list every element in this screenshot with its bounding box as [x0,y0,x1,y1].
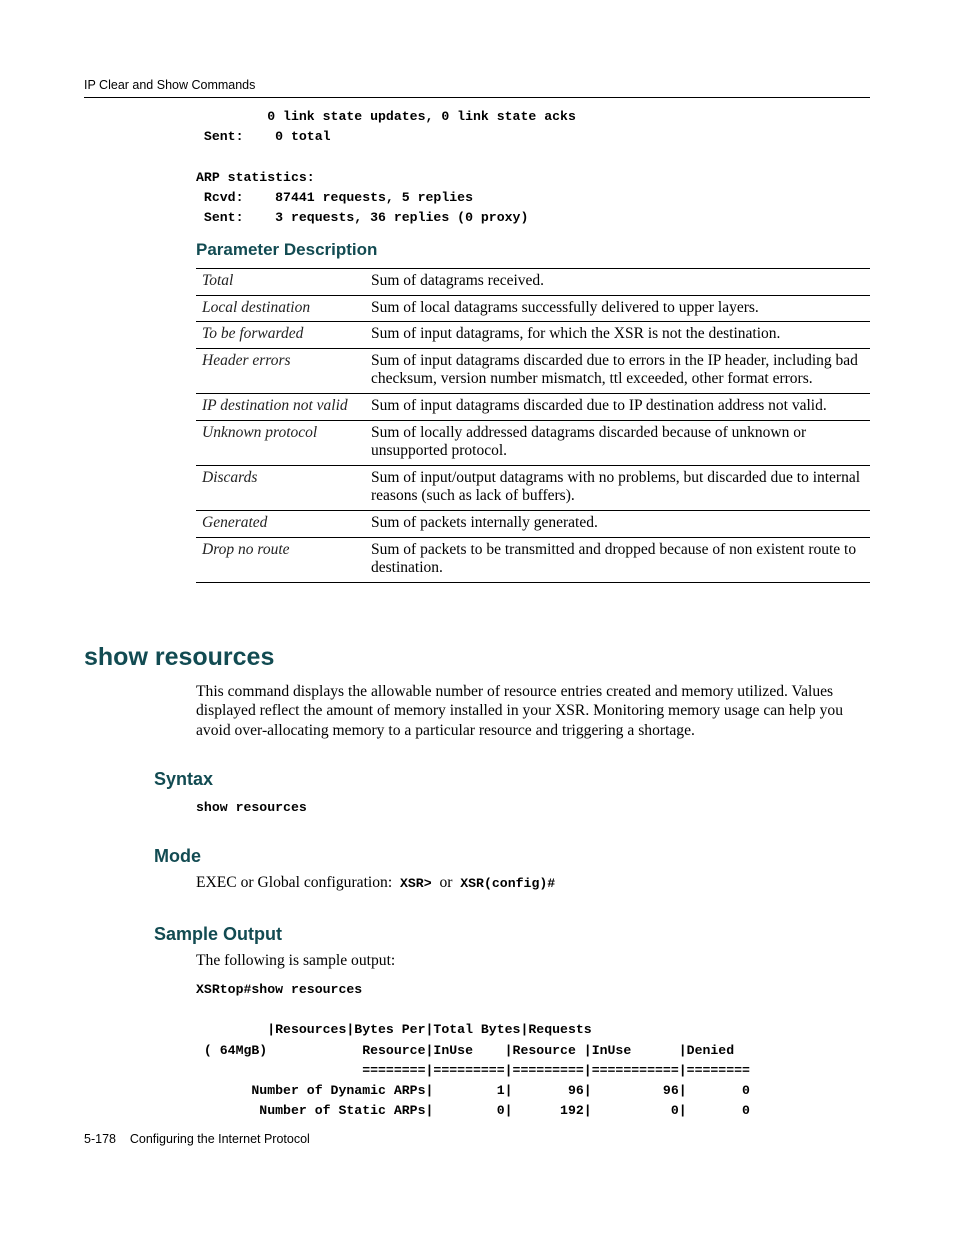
parameter-description-heading: Parameter Description [196,240,378,259]
parameter-description: Sum of input/output datagrams with no problems, but discarded due to internal reasons (such as lack of buffers). [365,465,870,510]
parameter-name: Total [202,272,234,289]
running-header: IP Clear and Show Commands [84,78,256,92]
syntax-heading: Syntax [154,769,214,789]
parameter-description: Sum of input datagrams, for which the XSR is not the destination. [365,322,870,349]
mode-prompt-config: XSR(config)# [460,876,556,891]
mode-or: or [439,874,453,891]
footer-text: 5-178 Configuring the Internet Protocol [84,1132,310,1146]
syntax-code: show resources [196,800,307,815]
table-row [196,322,870,349]
mode-description: EXEC or Global configuration: [196,874,393,891]
table-row [196,465,870,510]
table-row [196,393,870,420]
sample-output-heading: Sample Output [154,924,283,944]
parameter-description: Sum of packets internally generated. [365,510,870,537]
parameter-name: Drop no route [196,537,365,582]
sample-output-intro: The following is sample output: [196,952,396,969]
section-title: show resources [84,643,275,671]
mode-heading: Mode [154,846,201,866]
parameter-name: Local destination [196,295,365,322]
page-footer [84,1132,310,1146]
parameter-name: Generated [196,510,365,537]
parameter-description: Sum of input datagrams discarded due to errors in the IP header, including bad checksum, version number mismatch, ttl exceeded, other format errors. [365,348,870,393]
parameter-description: Sum of input datagrams discarded due to IP destination address not valid. [365,393,870,420]
table-row [196,510,870,537]
table-row [196,269,870,296]
parameter-description: Sum of local datagrams successfully delivered to upper layers. [365,295,870,322]
table-row [196,537,870,582]
table-row [196,295,870,322]
parameter-description: Sum of datagrams received. [371,272,545,289]
table-row [196,420,870,465]
header-rule [84,97,870,98]
mode-text [196,874,555,892]
parameter-name: Discards [196,465,365,510]
table-row [196,348,870,393]
statistics-output: 0 link state updates, 0 link state acks Sent: 0 total ARP statistics: Rcvd: 87441 requests, 5 replies Sent: 3 requests, 36 replies (0 proxy) [196,109,576,226]
mode-prompt-exec: XSR> [399,876,432,891]
sample-output-code: XSRtop#show resources |Resources|Bytes Per|Total Bytes|Requests ( 64MgB) Resource|InUse |Resource |InUse |Denied ========|=========|=========|===========|======== Number of Dynamic ARPs| 1| 96| 96| 0 Number of Static ARPs| 0| 192| 0| 0 [196,982,750,1119]
parameter-name: IP destination not valid [196,393,365,420]
parameter-name: Unknown protocol [196,420,365,465]
parameter-name: Header errors [196,348,365,393]
parameter-description: Sum of packets to be transmitted and dropped because of non existent route to destination. [365,537,870,582]
parameter-description: Sum of locally addressed datagrams discarded because of unknown or unsupported protocol. [365,420,870,465]
parameter-table [196,268,870,583]
parameter-name: To be forwarded [196,322,365,349]
intro-paragraph: This command displays the allowable number of resource entries created and memory utilized. Values displayed reflect the amount of memory installed in your XSR. Monitoring memory usage can help you avoid over-allocating memory to a particular resource and triggering a shortage. [196,683,844,739]
